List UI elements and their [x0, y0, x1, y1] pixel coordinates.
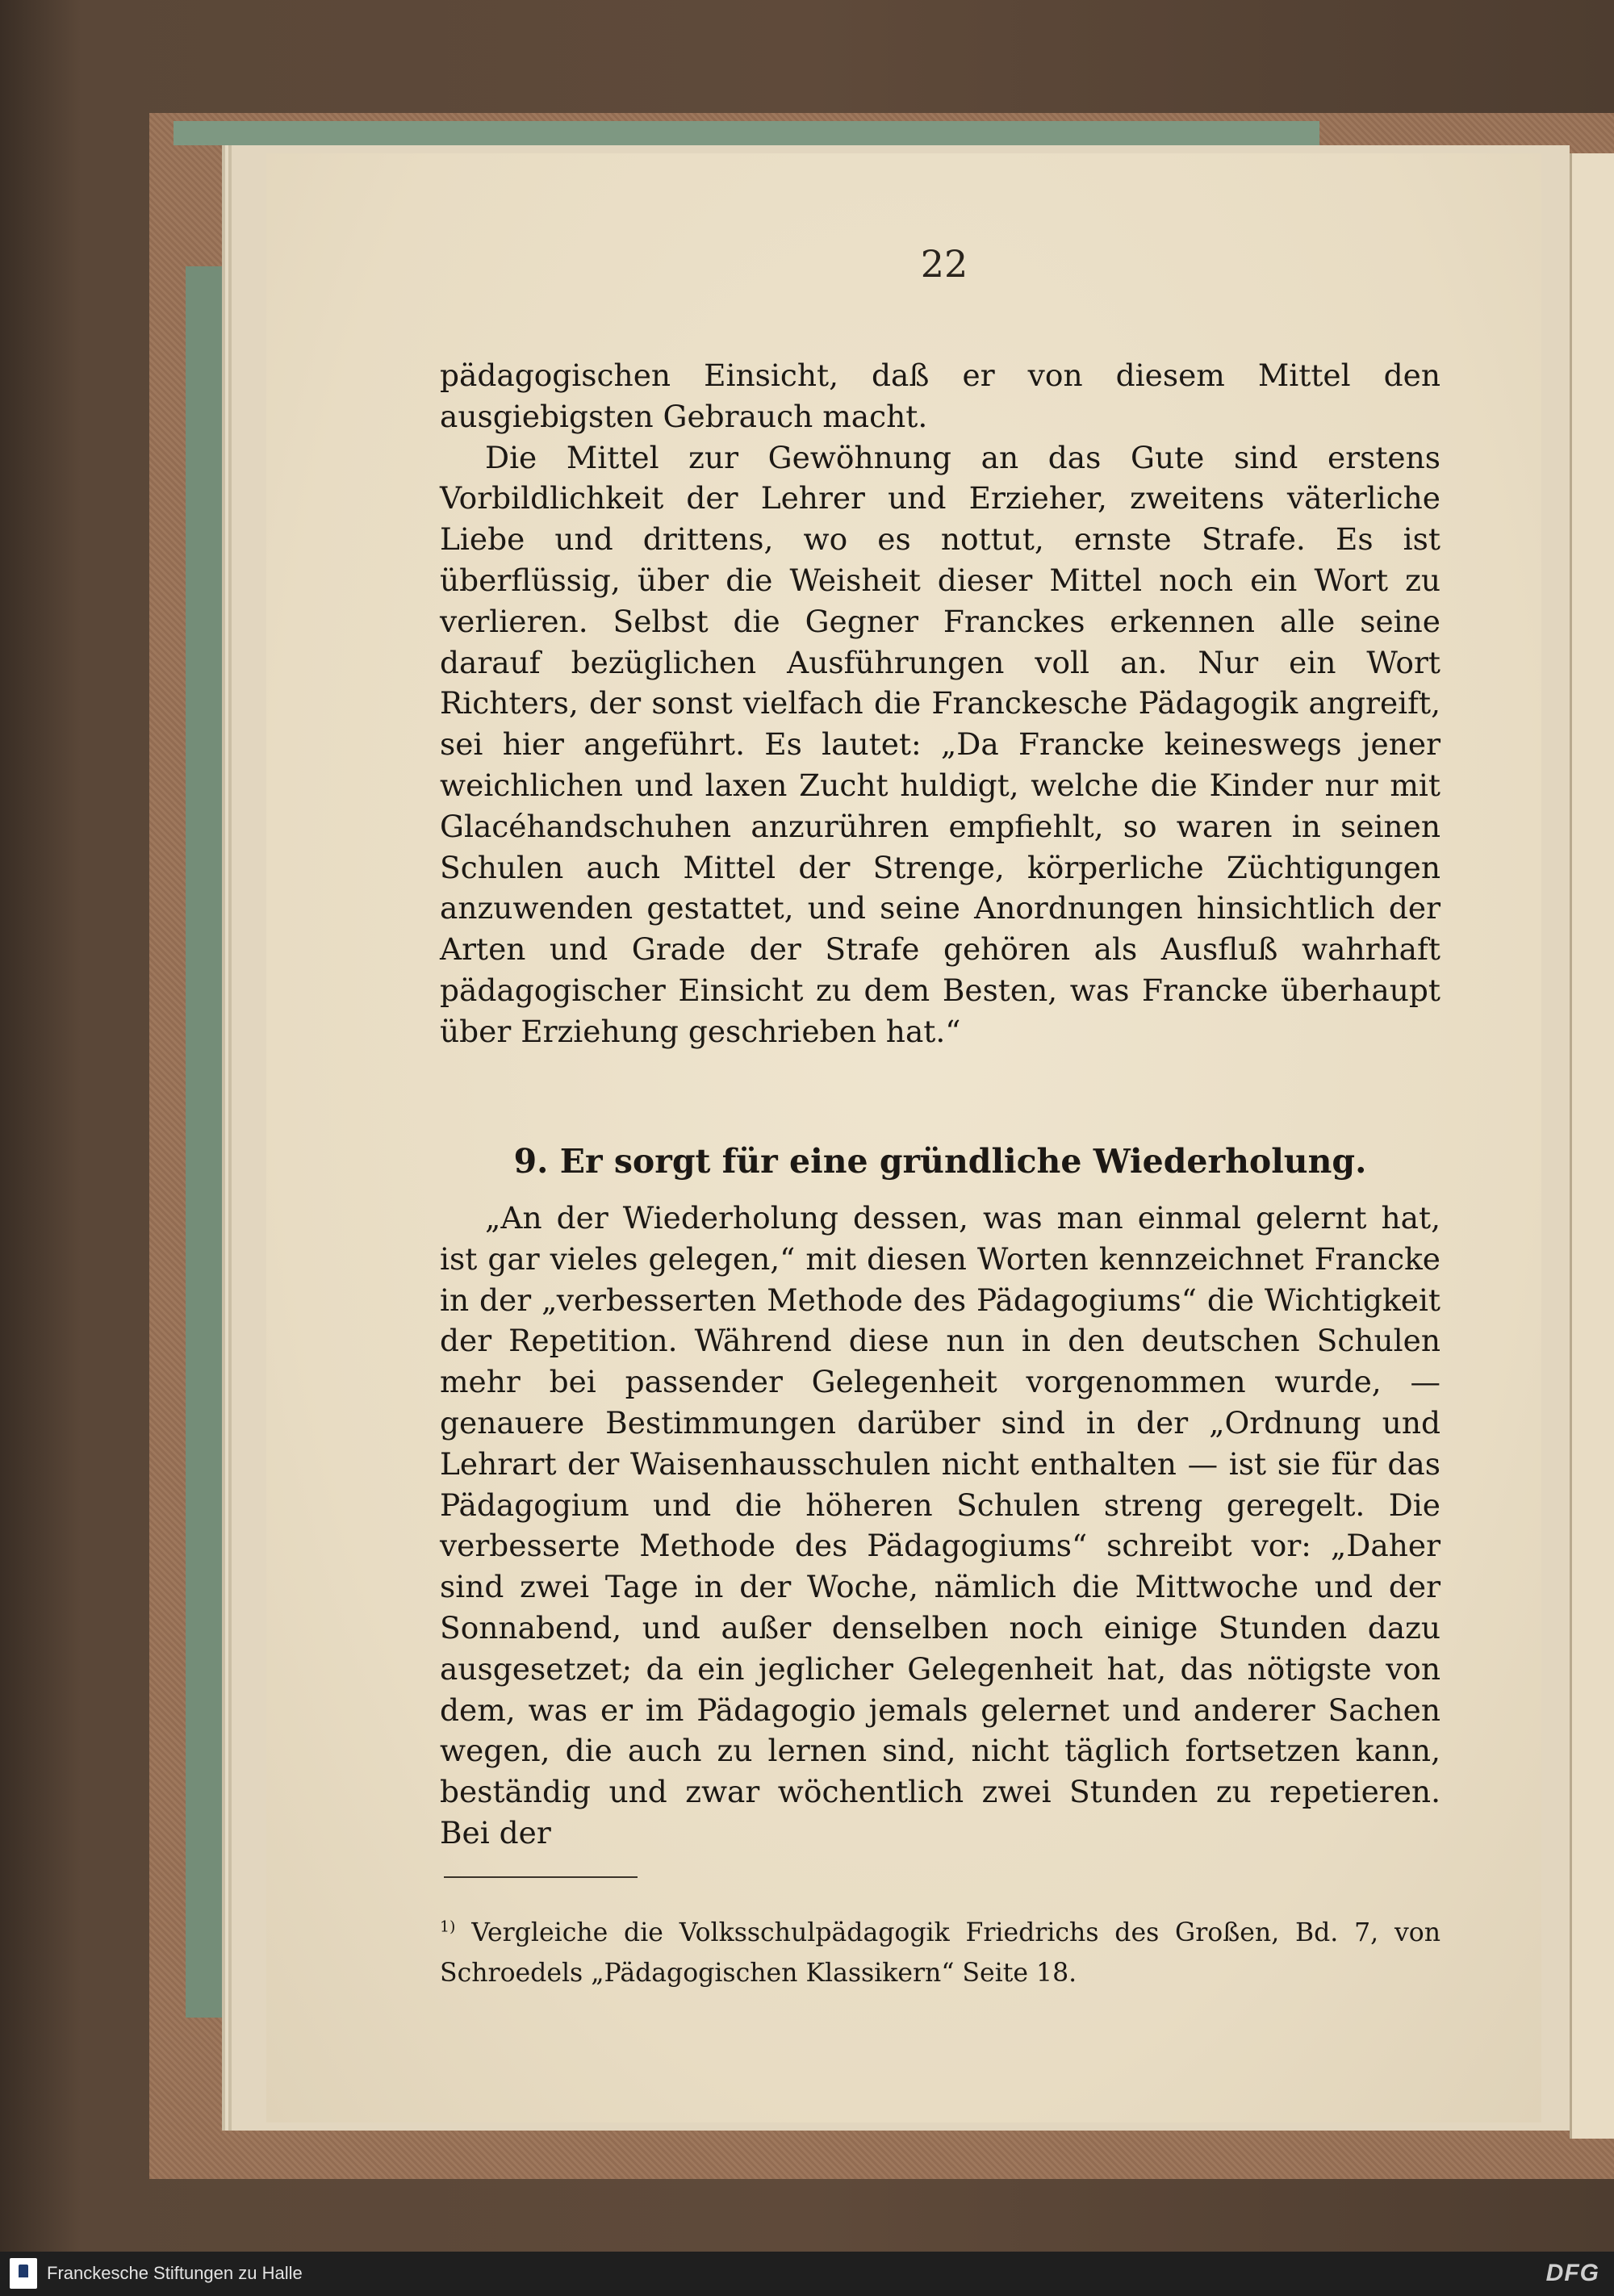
footnote-text: Vergleiche die Volksschulpädagogik Friedrichs des Großen, Bd. 7, von Schroedels „Pädagogischen Klassikern“ Seite 18.	[440, 1918, 1440, 1988]
body-text-lower	[440, 1198, 1440, 1854]
body-text-upper	[440, 355, 1440, 1052]
endpaper-strip-top	[174, 121, 1319, 145]
franckesche-stiftungen-logo-icon	[10, 2258, 37, 2289]
paragraph: pädagogischen Einsicht, daß er von diesem Mittel den ausgiebigsten Gebrauch macht.	[440, 358, 1440, 434]
dfg-badge: DFG	[1545, 2260, 1599, 2286]
section-heading: 9. Er sorgt für eine gründliche Wiederholung.	[513, 1142, 1367, 1181]
facing-page-edge	[1570, 153, 1614, 2139]
footnote-divider	[444, 1876, 638, 1878]
footnote-mark: 1)	[440, 1918, 456, 1936]
viewer-footer-bar	[0, 2252, 1614, 2296]
footnote	[440, 1913, 1440, 1993]
paragraph: Die Mittel zur Gewöhnung an das Gute sind erstens Vorbildlichkeit der Lehrer und Erzieher, zweitens väterliche Liebe und drittens, wo es nottut, ernste Strafe. Es ist überflüssig, über die Weisheit dieser Mittel noch ein Wort zu verlieren. Selbst die Gegner Franckes erkennen alle seine darauf bezüglichen Ausführungen voll an. Nur ein Wort Richters, der sonst vielfach die Franckesche Pädagogik angreift, sei hier angeführt. Es lautet: „Da Francke keineswegs jener weichlichen und laxen Zucht huldigt, welche die Kinder nur mit Glacéhandschuhen anzurühren empfiehlt, so waren in seinen Schulen auch Mittel der Strenge, körperliche Züchtigungen anzuwenden gestattet, und seine Anordnungen hinsichtlich der Arten und Grade der Strafe gehören als Ausfluß wahrhaft pädagogischer Einsicht zu dem Besten, was Francke überhaupt über Erziehung geschrieben hat.“	[440, 439, 1440, 1049]
institution-name: Franckesche Stiftungen zu Halle	[47, 2263, 303, 2283]
paragraph: „An der Wiederholung dessen, was man einmal gelernt hat, ist gar vieles gelegen,“ mit diesen Worten kennzeichnet Francke in der „verbesserten Methode des Pädagogiums“ die Wichtigkeit der Repetition. Während diese nun in den deutschen Schulen mehr bei passender Gelegenheit vorgenommen wurde, — genauere Bestimmungen darüber sind in der „Ordnung und Lehrart der Waisenhausschulen nicht enthalten — ist sie für das Pädagogium und die höheren Schulen streng geregelt. Die verbesserte Methode des Pädagogiums“ schreibt vor: „Daher sind zwei Tage in der Woche, nämlich die Mittwoche und der Sonnabend, und außer denselben noch einige Stunden dazu ausgesetzet; da ein jeglicher Gelegenheit hat, das nötigste von dem, was er im Pädagogio jemals gelernet und anderer Sachen wegen, die auch zu lernen sind, nicht täglich fortsetzen kann, beständig und zwar wöchentlich zwei Stunden zu repetieren. Bei der	[440, 1200, 1440, 1851]
page-number: 22	[920, 242, 968, 286]
